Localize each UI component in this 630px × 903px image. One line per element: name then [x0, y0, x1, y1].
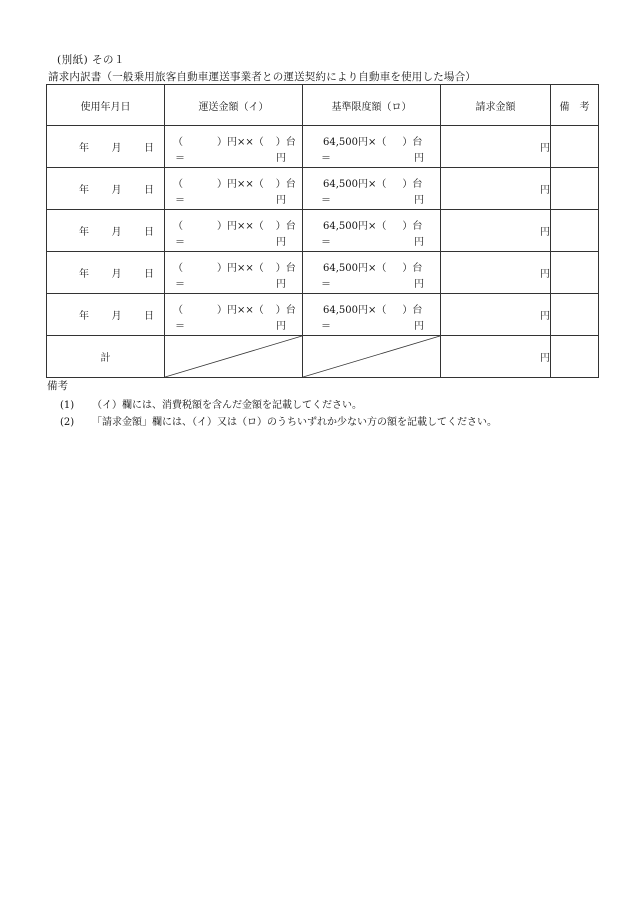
- table-row: [47, 168, 599, 210]
- remarks-cell[interactable]: [551, 294, 599, 336]
- remarks-cell[interactable]: [551, 210, 599, 252]
- standard-prefix: 64,500円×（: [323, 179, 387, 190]
- standard-yen: 円: [414, 153, 424, 164]
- standard-yen: 円: [414, 195, 424, 206]
- standard-prefix: 64,500円×（: [323, 305, 387, 316]
- fare-equals: ＝: [175, 321, 185, 332]
- total-row: [47, 336, 599, 378]
- day-label: 日: [144, 143, 154, 154]
- standard-yen: 円: [414, 237, 424, 248]
- year-label: 年: [79, 185, 89, 196]
- date-cell[interactable]: [47, 252, 165, 294]
- standard-limit-cell[interactable]: [303, 252, 441, 294]
- remark-text: 「請求金額」欄には、（イ）又は（ロ）のうちいずれか少ない方の額を記載してください。: [92, 417, 497, 428]
- claim-amount-cell[interactable]: [441, 168, 551, 210]
- month-label: 月: [111, 311, 122, 322]
- standard-close: ）台: [402, 179, 423, 190]
- standard-close: ）台: [402, 305, 423, 316]
- remark-item: [60, 396, 362, 411]
- claim-amount-cell[interactable]: [441, 126, 551, 168]
- total-label: 計: [47, 336, 165, 378]
- month-label: 月: [111, 269, 122, 280]
- fare-yen: 円: [276, 153, 286, 164]
- standard-prefix: 64,500円×（: [323, 221, 387, 232]
- header-standard-limit: 基準限度額（ロ）: [303, 85, 441, 126]
- total-amount-cell[interactable]: [441, 336, 551, 378]
- standard-yen: 円: [414, 279, 424, 290]
- remarks-title: 備考: [47, 380, 68, 392]
- standard-limit-cell[interactable]: [303, 126, 441, 168]
- fare-yen: 円: [276, 195, 286, 206]
- standard-equals: ＝: [321, 279, 331, 290]
- day-label: 日: [144, 269, 154, 280]
- annex-label: (別紙) その１: [57, 54, 126, 66]
- table-row: [47, 252, 599, 294]
- date-cell[interactable]: [47, 126, 165, 168]
- month-label: 月: [111, 143, 122, 154]
- standard-limit-cell[interactable]: [303, 294, 441, 336]
- fare-yen: 円: [276, 279, 286, 290]
- fare-open: （: [173, 179, 183, 190]
- header-claim-amount: 請求金額: [441, 85, 551, 126]
- fare-mid: ）円××（: [217, 221, 264, 232]
- fare-close: ）台: [275, 179, 296, 190]
- standard-close: ）台: [402, 263, 423, 274]
- fare-cell[interactable]: [165, 168, 303, 210]
- fare-close: ）台: [275, 137, 296, 148]
- year-label: 年: [79, 269, 89, 280]
- table-row: [47, 294, 599, 336]
- fare-equals: ＝: [175, 153, 185, 164]
- standard-limit-cell[interactable]: [303, 210, 441, 252]
- claim-yen: 円: [540, 143, 550, 154]
- fare-cell[interactable]: [165, 294, 303, 336]
- standard-close: ）台: [402, 221, 423, 232]
- claim-yen: 円: [540, 185, 550, 196]
- fare-open: （: [173, 221, 183, 232]
- fare-equals: ＝: [175, 195, 185, 206]
- standard-limit-cell[interactable]: [303, 168, 441, 210]
- standard-close: ）台: [402, 137, 423, 148]
- total-fare-crossed-cell: [165, 336, 303, 378]
- total-remarks-cell[interactable]: [551, 336, 599, 378]
- table-header-row: [47, 85, 599, 126]
- month-label: 月: [111, 227, 122, 238]
- fare-open: （: [173, 137, 183, 148]
- standard-prefix: 64,500円×（: [323, 137, 387, 148]
- remark-number: (1): [60, 400, 75, 411]
- table-row: [47, 126, 599, 168]
- header-date: 使用年月日: [47, 85, 165, 126]
- standard-equals: ＝: [321, 321, 331, 332]
- total-yen: 円: [540, 353, 550, 364]
- day-label: 日: [144, 227, 154, 238]
- claim-amount-cell[interactable]: [441, 294, 551, 336]
- remark-item: [60, 413, 497, 428]
- year-label: 年: [79, 143, 89, 154]
- date-cell[interactable]: [47, 168, 165, 210]
- fare-yen: 円: [276, 321, 286, 332]
- fare-open: （: [173, 305, 183, 316]
- remarks-cell[interactable]: [551, 168, 599, 210]
- remarks-cell[interactable]: [551, 126, 599, 168]
- fare-close: ）台: [275, 305, 296, 316]
- standard-yen: 円: [414, 321, 424, 332]
- fare-mid: ）円××（: [217, 305, 264, 316]
- claim-yen: 円: [540, 311, 550, 322]
- document-heading: 請求内訳書（一般乗用旅客自動車運送事業者との運送契約により自動車を使用した場合）: [48, 71, 476, 83]
- table-row: [47, 210, 599, 252]
- fare-equals: ＝: [175, 279, 185, 290]
- fare-cell[interactable]: [165, 252, 303, 294]
- fare-yen: 円: [276, 237, 286, 248]
- claim-amount-cell[interactable]: [441, 210, 551, 252]
- standard-equals: ＝: [321, 195, 331, 206]
- header-remarks: 備 考: [551, 85, 599, 126]
- month-label: 月: [111, 185, 122, 196]
- remarks-cell[interactable]: [551, 252, 599, 294]
- fare-equals: ＝: [175, 237, 185, 248]
- fare-cell[interactable]: [165, 126, 303, 168]
- fare-mid: ）円××（: [217, 263, 264, 274]
- year-label: 年: [79, 311, 89, 322]
- standard-prefix: 64,500円×（: [323, 263, 387, 274]
- standard-equals: ＝: [321, 153, 331, 164]
- date-cell[interactable]: [47, 210, 165, 252]
- claim-yen: 円: [540, 269, 550, 280]
- fare-mid: ）円××（: [217, 137, 264, 148]
- fare-close: ）台: [275, 221, 296, 232]
- remark-number: (2): [60, 417, 75, 428]
- standard-equals: ＝: [321, 237, 331, 248]
- invoice-breakdown-table: [46, 84, 599, 378]
- day-label: 日: [144, 311, 154, 322]
- year-label: 年: [79, 227, 89, 238]
- fare-cell[interactable]: [165, 210, 303, 252]
- claim-amount-cell[interactable]: [441, 252, 551, 294]
- date-cell[interactable]: [47, 294, 165, 336]
- fare-close: ）台: [275, 263, 296, 274]
- total-standard-crossed-cell: [303, 336, 441, 378]
- header-fare: 運送金額（イ）: [165, 85, 303, 126]
- fare-open: （: [173, 263, 183, 274]
- fare-mid: ）円××（: [217, 179, 264, 190]
- day-label: 日: [144, 185, 154, 196]
- claim-yen: 円: [540, 227, 550, 238]
- remark-text: （イ）欄には、消費税額を含んだ金額を記載してください。: [92, 400, 362, 411]
